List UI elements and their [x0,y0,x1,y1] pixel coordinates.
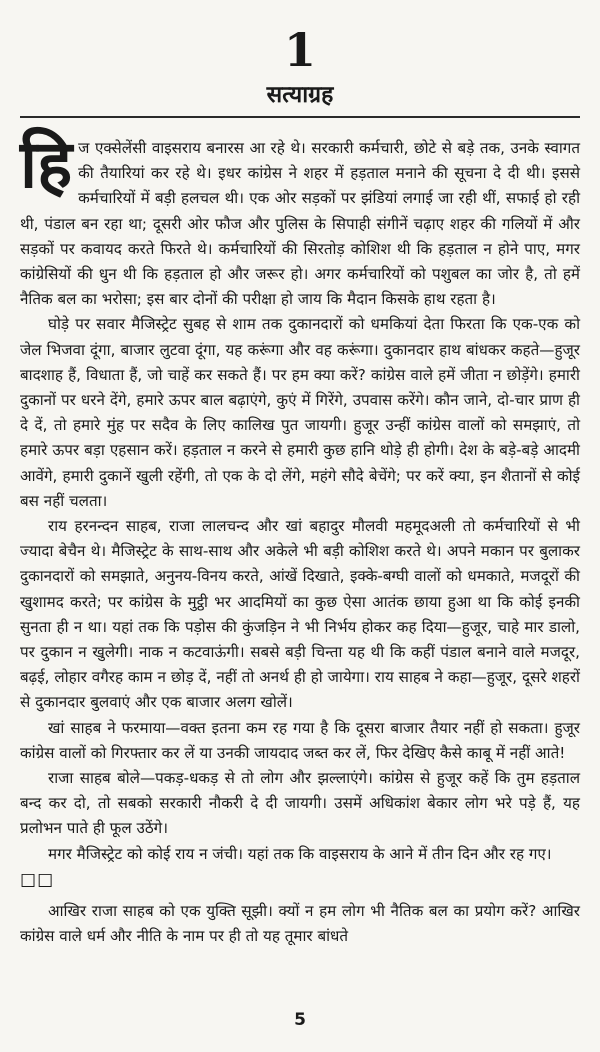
page-number: 5 [294,1010,306,1030]
paragraph-2: घोड़े पर सवार मैजिस्ट्रेट सुबह से शाम तक दुकानदारों को धमकियां देता फिरता कि एक-एक को जेल भिजवा दूंगा, बाजार लुटवा दूंगा, यह करूंगा और वह करूंगा। दुकानदार हाथ बांधकर कहते—हुजूर बादशाह हैं, विधाता हैं, जो चाहें कर सकते हैं। पर हम क्या करें? कांग्रेस वाले हमें जीता न छोड़ेंगे। हमारी दुकानों पर धरने देंगे, हमारे ऊपर बाल बढ़ाएंगे, कुएं में गिरेंगे, उपवास करेंगे। कौन जाने, दो-चार प्राण ही दे दें, तो हमारे मुंह पर सदैव के लिए कालिख पुत जायगी। हुजूर उन्हीं कांग्रेस वालों को समझाएं, तो हमारे ऊपर बड़ा एहसान करें। हड़ताल न करने से हमारी कुछ हानि थोड़े ही होगी। देश के बड़े-बड़े आदमी आवेंगे, हमारी दुकानें खुली रहेंगी, तो एक के दो लेंगे, महंगे सौदे बेचेंगे; पर करें क्या, इन शैतानों से कोई बस नहीं चलता। [20,315,580,510]
paragraph-6: मगर मैजिस्ट्रेट को कोई राय न जंची। यहां तक कि वाइसराय के आने में तीन दिन और रह गए। [48,844,552,863]
paragraph-1-text: ज एक्सेलेंसी वाइसराय बनारस आ रहे थे। सरकारी कर्मचारी, छोटे से बड़े तक, उनके स्वागत की तैयारियां कर रहे थे। इधर कांग्रेस ने शहर में हड़ताल मनाने की सूचना दे दी थी। इससे कर्मचारियों में बड़ी हलचल थी। एक ओर सड़कों पर झंडियां लगाई जा रही थीं, सफाई हो रही थी, पंडाल बन रहा था; दूसरी ओर फौज और पुलिस के सिपाही संगीनें चढ़ाए शहर की गलियों में और सड़कों पर कवायद करते फिरते थे। कर्मचारियों की सिरतोड़ कोशिश थी कि हड़ताल न होने पाए, मगर कांग्रेसियों की धुन थी कि हड़ताल हो और जरूर हो। अगर कर्मचारियों को पशुबल का जोर है, तो हमें नैतिक बल का भरोसा; इस बार दोनों की परीक्षा हो जाय कि मैदान किसके हाथ रहता है। [20,139,580,309]
paragraph-1 [20,125,580,312]
paragraph-4: खां साहब ने फरमाया—वक्त इतना कम रह गया है कि दूसरा बाजार तैयार नहीं हो सकता। हुजूर कांग्रेस वालों को गिरफ्तार कर लें या उनकी जायदाद जब्त कर लें, फिर देखिए कैसे काबू में नहीं आते! [20,718,580,762]
chapter-title: सत्याग्रह [266,82,334,108]
paragraph-3: राय हरनन्दन साहब, राजा लालचन्द और खां बहादुर मौलवी महमूदअली तो कर्मचारियों से भी ज्यादा बेचैन थे। मैजिस्ट्रेट के साथ-साथ और अकेले भी बड़ी कोशिश करते थे। अपने मकान पर बुलाकर दुकानदारों को समझाते, अनुनय-विनय करते, आंखें दिखाते, इक्के-बग्घी वालों को धमकाते, मजदूरों की खुशामद करते; पर कांग्रेस के मुट्ठी भर आदमियों का कुछ ऐसा आतंक छाया हुआ था कि कोई इनकी सुनता ही न था। यहां तक कि पड़ोस की कुंजड़िन ने भी निर्भय होकर कह दिया—हुजूर, चाहे मार डालो, पर दुकान न खुलेगी। नाक न कटवाऊंगी। सबसे बड़ी चिन्ता यह थी कि कहीं पंडाल बनाने वाले मजदूर, बढ़ई, लोहार वगैरह काम न छोड़ दें, नहीं तो अनर्थ ही हो जायेगा। राय साहब ने कहा—हुजूर, दूसरे शहरों से दुकानदार बुलवाएं और एक बाजार अलग खोलें। [20,517,580,712]
section-break-mark: ☐☐ [20,870,55,892]
title-rule [20,116,580,118]
paragraph-7: आखिर राजा साहब को एक युक्ति सूझी। क्यों न हम लोग भी नैतिक बल का प्रयोग करें? आखिर कांग्रेस वाले धर्म और नीति के नाम पर ही तो यह तूमार बांधते [20,901,580,946]
paragraph-5: राजा साहब बोले—पकड़-धकड़ से तो लोग और झल्लाएंगे। कांग्रेस से हुजूर कहें कि तुम हड़ताल बन्द कर दो, तो सबको सरकारी नौकरी दे दी जायगी। उसमें अधिकांश बेकार लोग भरे पड़े हैं, यह प्रलोभन पाते ही फूल उठेंगे। [20,769,580,838]
chapter-body [20,125,580,949]
chapter-number: 1 [283,23,316,77]
drop-cap: हि [20,125,73,203]
